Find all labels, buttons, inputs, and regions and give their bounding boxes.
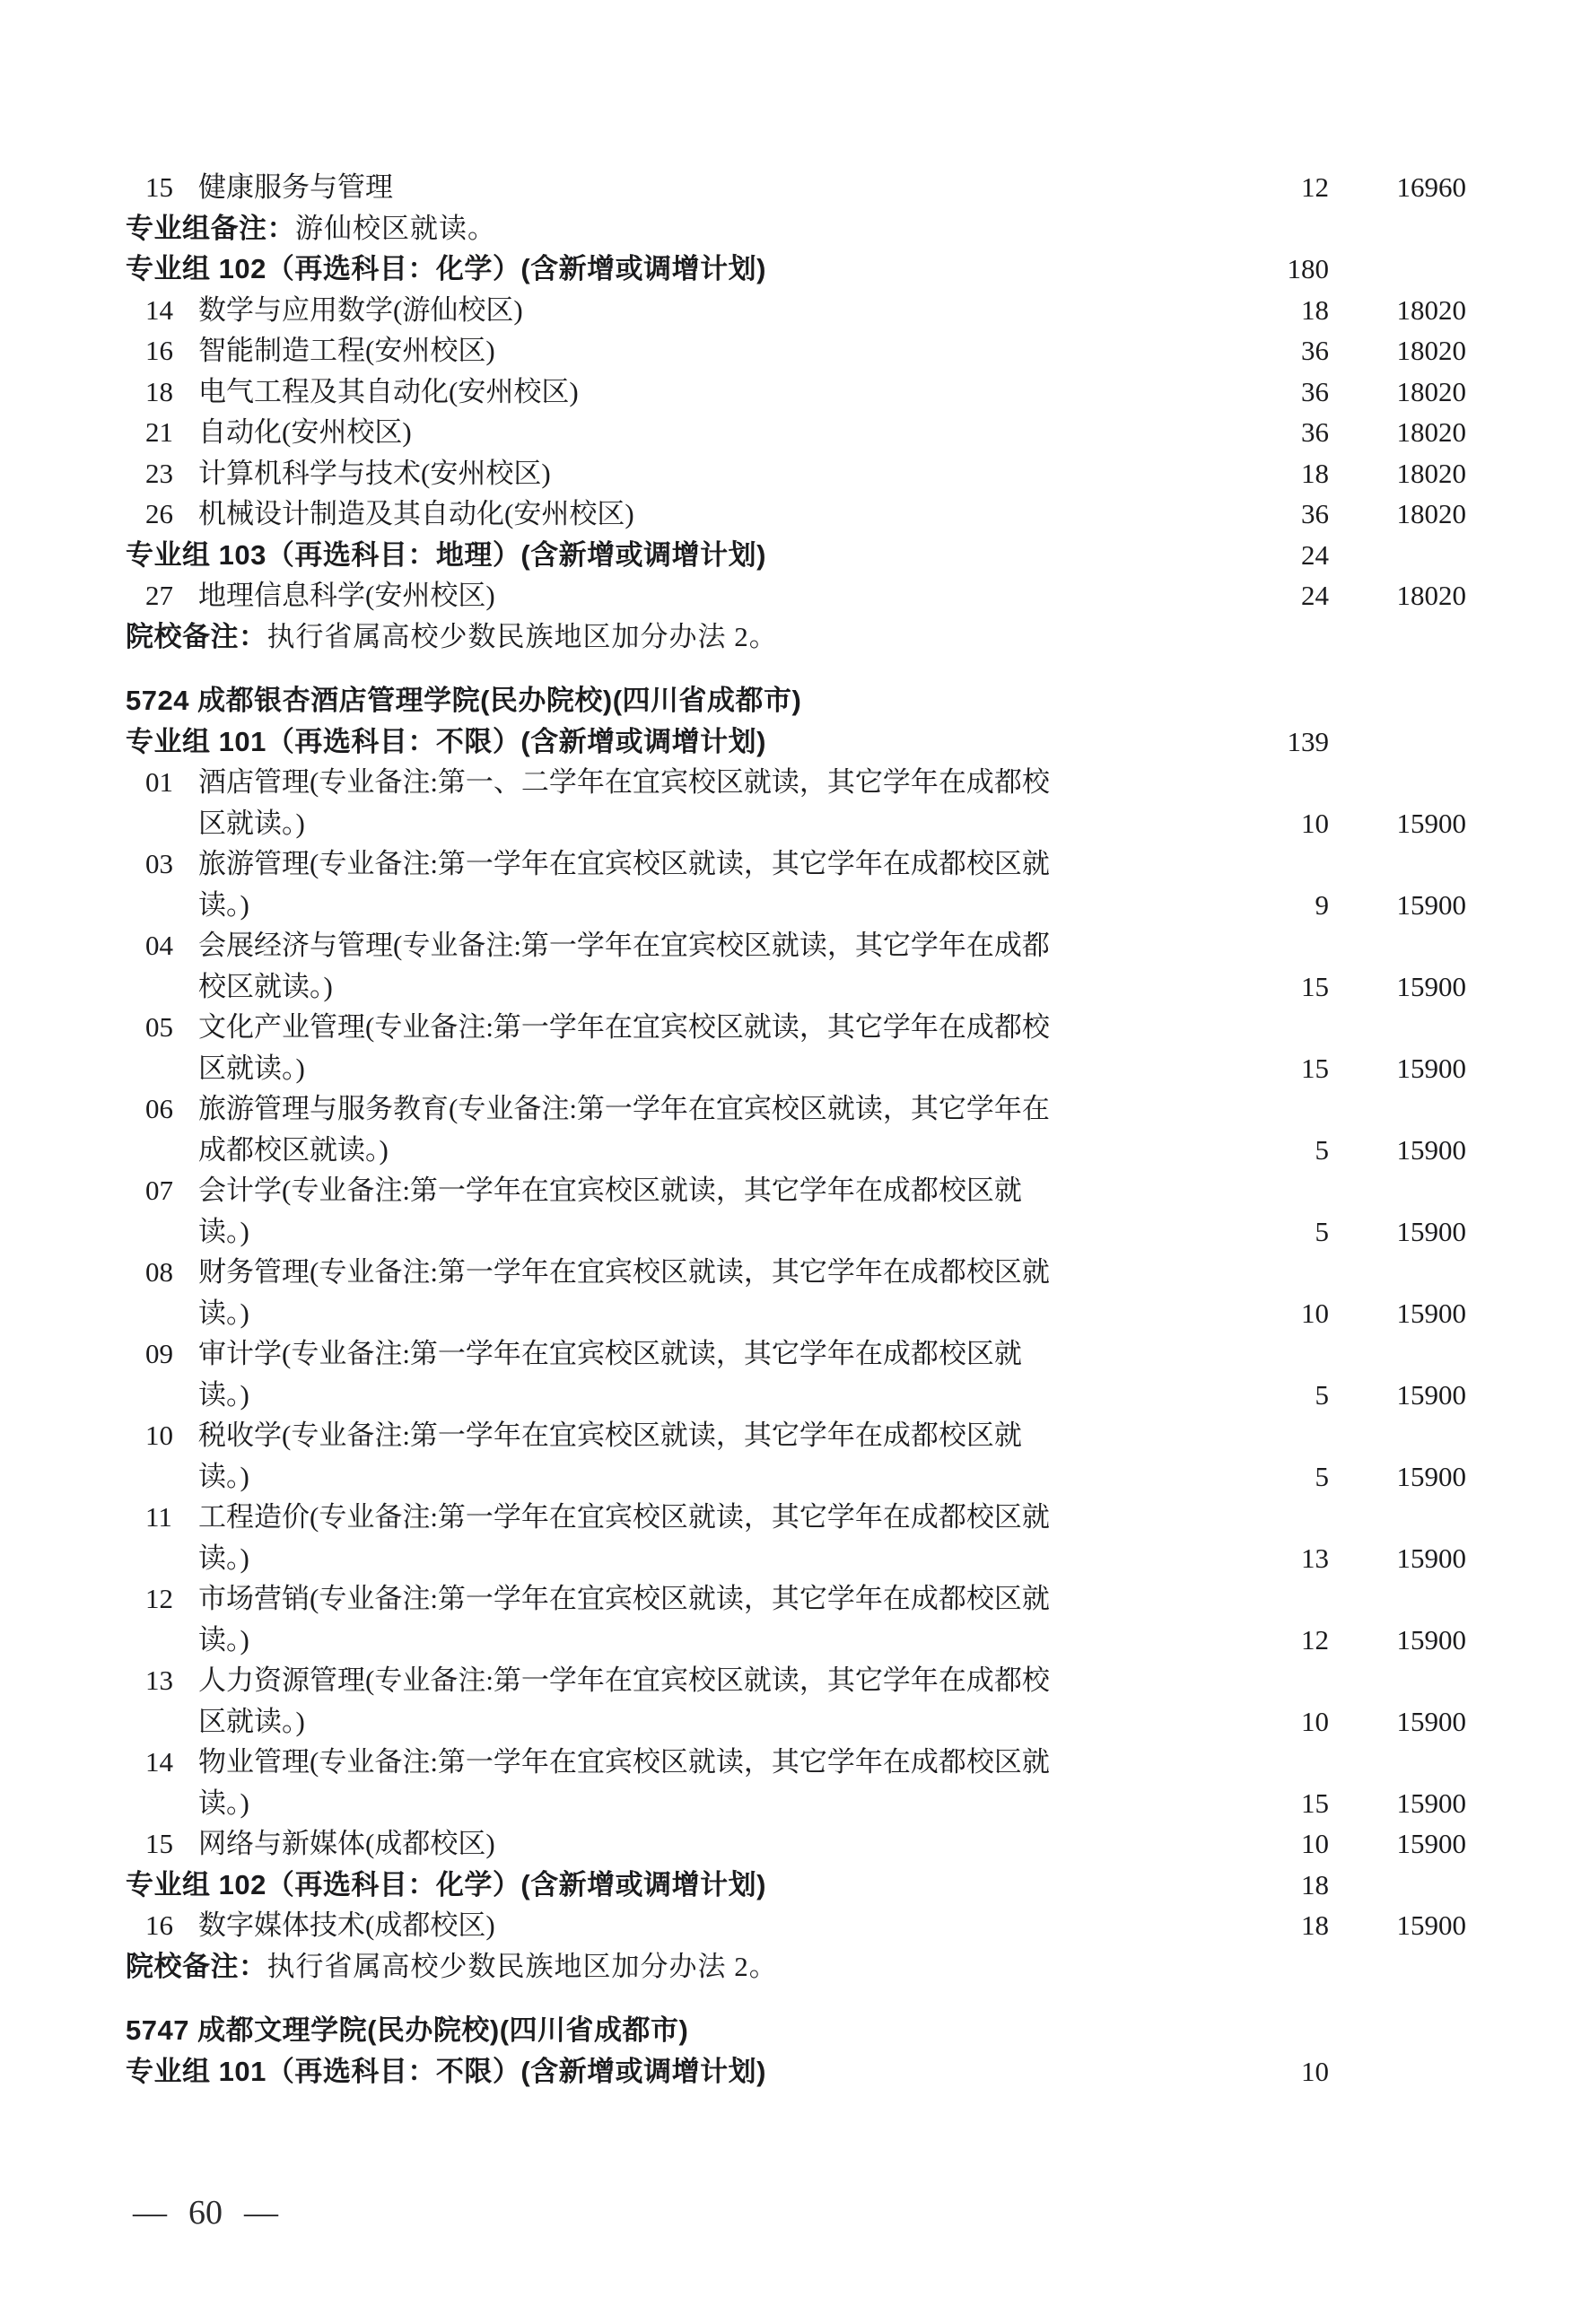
major-row: [126, 1333, 1466, 1415]
quota-value: 5: [1315, 1215, 1329, 1247]
group-label: 专业组 102（再选科目：化学）(含新增或调增计划): [126, 253, 766, 284]
fee-value: 18020: [1396, 335, 1466, 366]
major-number: 15: [145, 171, 173, 203]
college-title: 5747 成都文理学院(民办院校)(四川省成都市): [126, 2014, 689, 2046]
major-row: [126, 290, 1466, 331]
page-footer: [133, 2193, 278, 2232]
quota-value: 10: [1301, 1705, 1329, 1737]
major-name: 会展经济与管理(专业备注:第一学年在宜宾校区就读，其它学年在成都: [198, 930, 1050, 961]
major-row: [126, 1088, 1466, 1170]
major-row: [126, 1007, 1466, 1088]
fee-value: 15900: [1396, 1052, 1466, 1084]
major-name-continuation: 成都校区就读。): [198, 1133, 389, 1166]
major-row: [126, 330, 1466, 371]
major-name: 会计学(专业备注:第一学年在宜宾校区就读，其它学年在成都校区就: [198, 1175, 1022, 1206]
entry-text: [126, 1660, 1266, 1742]
major-row: [126, 1823, 1466, 1865]
major-line: [126, 453, 1266, 494]
major-number: 11: [145, 1501, 172, 1533]
major-name-continuation: 区就读。): [198, 1052, 305, 1084]
major-number: 08: [145, 1256, 173, 1288]
note-text: 游仙校区就读。: [295, 212, 496, 244]
fee-value: 15900: [1396, 1133, 1466, 1166]
major-row: [126, 1252, 1466, 1333]
entry-text: [126, 1170, 1266, 1252]
quota-value: 36: [1301, 375, 1329, 407]
fee-value: 15900: [1396, 970, 1466, 1002]
major-name: 人力资源管理(专业备注:第一学年在宜宾校区就读，其它学年在成都校: [198, 1664, 1050, 1696]
major-line: [126, 925, 1266, 966]
note-text: 执行省属高校少数民族地区加分办法 2。: [266, 620, 778, 652]
quota-value: 18: [1301, 1909, 1329, 1941]
quota-value: 12: [1301, 1623, 1329, 1656]
major-name: 审计学(专业备注:第一学年在宜宾校区就读，其它学年在成都校区就: [198, 1338, 1022, 1369]
quota-value: 24: [1301, 538, 1329, 571]
group-note: [126, 208, 1466, 249]
major-row: [126, 575, 1466, 616]
major-row: [126, 371, 1466, 413]
note-label: 院校备注：: [126, 620, 267, 652]
major-name: 财务管理(专业备注:第一学年在宜宾校区就读，其它学年在成都校区就: [198, 1256, 1050, 1288]
major-name: 地理信息科学(安州校区): [198, 580, 495, 611]
fee-value: 15900: [1396, 1297, 1466, 1329]
entry-text: [126, 208, 1266, 249]
entry-text: [126, 1823, 1266, 1865]
major-line: [126, 1823, 1266, 1865]
major-number: 16: [145, 335, 173, 366]
note-text: 执行省属高校少数民族地区加分办法 2。: [266, 1950, 778, 1982]
major-name: 机械设计制造及其自动化(安州校区): [198, 498, 634, 529]
major-number: 14: [145, 293, 173, 326]
entry-text: [126, 2010, 1266, 2051]
major-row: [126, 1742, 1466, 1823]
fee-value: 18020: [1396, 375, 1466, 407]
entry-text: [126, 1497, 1266, 1578]
fee-value: 18020: [1396, 580, 1466, 611]
major-name-continuation: 读。): [198, 1542, 249, 1574]
major-number: 09: [145, 1338, 173, 1369]
entry-text: [126, 330, 1266, 371]
entry-text: [126, 249, 1266, 290]
fee-value: 15900: [1396, 1460, 1466, 1492]
quota-value: 139: [1287, 725, 1329, 757]
major-name: 工程造价(专业备注:第一学年在宜宾校区就读，其它学年在成都校区就: [198, 1501, 1050, 1533]
note-label: 院校备注：: [126, 1950, 267, 1982]
fee-value: 16960: [1396, 171, 1466, 203]
fee-value: 15900: [1396, 1542, 1466, 1574]
entry-text: [126, 535, 1266, 576]
entry-text: [126, 290, 1266, 331]
footer-dash-right: —: [244, 2194, 278, 2232]
major-name-continuation: 区就读。): [198, 1705, 305, 1737]
major-line: [126, 1333, 1266, 1375]
major-name: 智能制造工程(安州校区): [198, 335, 495, 366]
major-name-continuation: 读。): [198, 1460, 249, 1492]
major-row: [126, 1415, 1466, 1497]
major-name-continuation: 读。): [198, 888, 249, 921]
quota-value: 18: [1301, 1868, 1329, 1900]
entry-text: [126, 1252, 1266, 1333]
admission-plan-list: [126, 167, 1466, 2092]
major-name: 网络与新媒体(成都校区): [198, 1828, 495, 1859]
group-label: 专业组 101（再选科目：不限）(含新增或调增计划): [126, 725, 766, 757]
major-number: 18: [145, 375, 173, 407]
major-line: [126, 575, 1266, 616]
major-number: 06: [145, 1093, 173, 1124]
college-title: 5724 成都银杏酒店管理学院(民办院校)(四川省成都市): [126, 685, 802, 716]
quota-value: 13: [1301, 1542, 1329, 1574]
fee-value: 15900: [1396, 1378, 1466, 1411]
major-name: 税收学(专业备注:第一学年在宜宾校区就读，其它学年在成都校区就: [198, 1420, 1022, 1451]
entry-text: [126, 1905, 1266, 1946]
group-label: 专业组 103（再选科目：地理）(含新增或调增计划): [126, 538, 766, 571]
entry-text: [126, 1415, 1266, 1497]
fee-value: 15900: [1396, 1705, 1466, 1737]
fee-value: 18020: [1396, 293, 1466, 326]
major-row: [126, 925, 1466, 1007]
quota-value: 15: [1301, 970, 1329, 1002]
entry-text: [126, 843, 1266, 925]
entry-text: [126, 680, 1266, 721]
major-line: [126, 167, 1266, 208]
major-line: [126, 1252, 1266, 1293]
major-line: [126, 1007, 1266, 1048]
major-number: 27: [145, 580, 173, 611]
major-row: [126, 1170, 1466, 1252]
major-line: [126, 330, 1266, 371]
major-line: [126, 1497, 1266, 1538]
major-row: [126, 1497, 1466, 1578]
major-row: [126, 843, 1466, 925]
entry-text: [126, 1333, 1266, 1415]
entry-text: [126, 167, 1266, 208]
fee-value: 18020: [1396, 457, 1466, 489]
major-line: [126, 1660, 1266, 1701]
fee-value: 15900: [1396, 1623, 1466, 1656]
entry-text: [126, 762, 1266, 843]
major-line: [126, 762, 1266, 803]
entry-text: [126, 453, 1266, 494]
page-number: 60: [188, 2194, 223, 2232]
quota-value: 180: [1287, 253, 1329, 284]
major-number: 14: [145, 1746, 173, 1778]
major-row: [126, 1578, 1466, 1660]
entry-text: [126, 575, 1266, 616]
quota-value: 15: [1301, 1052, 1329, 1084]
major-name: 酒店管理(专业备注:第一、二学年在宜宾校区就读，其它学年在成都校: [198, 766, 1050, 798]
quota-value: 10: [1301, 2055, 1329, 2087]
major-line: [126, 1415, 1266, 1456]
major-name: 数字媒体技术(成都校区): [198, 1909, 495, 1941]
major-name: 电气工程及其自动化(安州校区): [198, 375, 579, 407]
major-line: [126, 412, 1266, 453]
major-name-continuation: 区就读。): [198, 807, 305, 839]
major-row: [126, 494, 1466, 535]
major-row: [126, 762, 1466, 843]
major-line: [126, 1578, 1266, 1620]
major-row: [126, 453, 1466, 494]
quota-value: 36: [1301, 335, 1329, 366]
quota-value: 5: [1315, 1378, 1329, 1411]
quota-value: 10: [1301, 807, 1329, 839]
entry-text: [126, 1742, 1266, 1823]
college-note: [126, 616, 1466, 658]
major-number: 03: [145, 848, 173, 879]
entry-text: [126, 1865, 1266, 1906]
major-name: 文化产业管理(专业备注:第一学年在宜宾校区就读，其它学年在成都校: [198, 1011, 1050, 1043]
major-number: 05: [145, 1011, 173, 1043]
major-group-header: [126, 721, 1466, 763]
college-header: [126, 680, 1466, 721]
major-line: [126, 371, 1266, 413]
fee-value: 15900: [1396, 1828, 1466, 1859]
fee-value: 18020: [1396, 416, 1466, 448]
major-name: 计算机科学与技术(安州校区): [198, 457, 551, 489]
major-name: 旅游管理与服务教育(专业备注:第一学年在宜宾校区就读，其它学年在: [198, 1093, 1050, 1124]
group-label: 专业组 101（再选科目：不限）(含新增或调增计划): [126, 2055, 766, 2087]
major-number: 16: [145, 1909, 173, 1941]
major-name: 健康服务与管理: [198, 171, 393, 203]
major-name: 物业管理(专业备注:第一学年在宜宾校区就读，其它学年在成都校区就: [198, 1746, 1050, 1778]
major-row: [126, 167, 1466, 208]
quota-value: 9: [1315, 888, 1329, 921]
entry-text: [126, 371, 1266, 413]
entry-text: [126, 925, 1266, 1007]
major-number: 15: [145, 1828, 173, 1859]
quota-value: 18: [1301, 293, 1329, 326]
fee-value: 15900: [1396, 1909, 1466, 1941]
major-name: 旅游管理(专业备注:第一学年在宜宾校区就读，其它学年在成都校区就: [198, 848, 1050, 879]
major-name: 自动化(安州校区): [198, 416, 412, 448]
quota-value: 36: [1301, 416, 1329, 448]
group-label: 专业组 102（再选科目：化学）(含新增或调增计划): [126, 1868, 766, 1900]
quota-value: 12: [1301, 171, 1329, 203]
major-number: 13: [145, 1664, 173, 1696]
major-name-continuation: 读。): [198, 1787, 249, 1819]
quota-value: 10: [1301, 1297, 1329, 1329]
fee-value: 15900: [1396, 1215, 1466, 1247]
major-name-continuation: 读。): [198, 1378, 249, 1411]
major-number: 21: [145, 416, 173, 448]
major-number: 10: [145, 1420, 173, 1451]
major-number: 01: [145, 766, 173, 798]
major-name-continuation: 读。): [198, 1297, 249, 1329]
major-name-continuation: 读。): [198, 1623, 249, 1656]
fee-value: 15900: [1396, 888, 1466, 921]
major-number: 04: [145, 930, 173, 961]
quota-value: 18: [1301, 457, 1329, 489]
quota-value: 10: [1301, 1828, 1329, 1859]
quota-value: 36: [1301, 498, 1329, 529]
major-row: [126, 1905, 1466, 1946]
entry-text: [126, 1007, 1266, 1088]
note-label: 专业组备注：: [126, 212, 295, 244]
entry-text: [126, 721, 1266, 763]
fee-value: 15900: [1396, 807, 1466, 839]
major-line: [126, 1088, 1266, 1130]
major-name-continuation: 读。): [198, 1215, 249, 1247]
fee-value: 18020: [1396, 498, 1466, 529]
major-line: [126, 290, 1266, 331]
major-number: 23: [145, 457, 173, 489]
quota-value: 15: [1301, 1787, 1329, 1819]
major-name-continuation: 校区就读。): [198, 970, 333, 1002]
major-line: [126, 1742, 1266, 1783]
college-header: [126, 2010, 1466, 2051]
major-line: [126, 1170, 1266, 1211]
major-row: [126, 1660, 1466, 1742]
major-number: 12: [145, 1583, 173, 1614]
major-group-header: [126, 249, 1466, 290]
entry-text: [126, 494, 1266, 535]
major-line: [126, 843, 1266, 885]
major-line: [126, 1905, 1266, 1946]
major-group-header: [126, 2051, 1466, 2092]
entry-text: [126, 1578, 1266, 1660]
major-line: [126, 494, 1266, 535]
major-row: [126, 412, 1466, 453]
footer-dash-left: —: [133, 2194, 167, 2232]
entry-text: [126, 1946, 1266, 1988]
major-group-header: [126, 1865, 1466, 1906]
entry-text: [126, 616, 1266, 658]
college-note: [126, 1946, 1466, 1988]
quota-value: 5: [1315, 1460, 1329, 1492]
quota-value: 24: [1301, 580, 1329, 611]
major-name: 数学与应用数学(游仙校区): [198, 293, 523, 326]
major-number: 07: [145, 1175, 173, 1206]
entry-text: [126, 2051, 1266, 2092]
entry-text: [126, 412, 1266, 453]
quota-value: 5: [1315, 1133, 1329, 1166]
entry-text: [126, 1088, 1266, 1170]
major-number: 26: [145, 498, 173, 529]
fee-value: 15900: [1396, 1787, 1466, 1819]
major-name: 市场营销(专业备注:第一学年在宜宾校区就读，其它学年在成都校区就: [198, 1583, 1050, 1614]
major-group-header: [126, 535, 1466, 576]
